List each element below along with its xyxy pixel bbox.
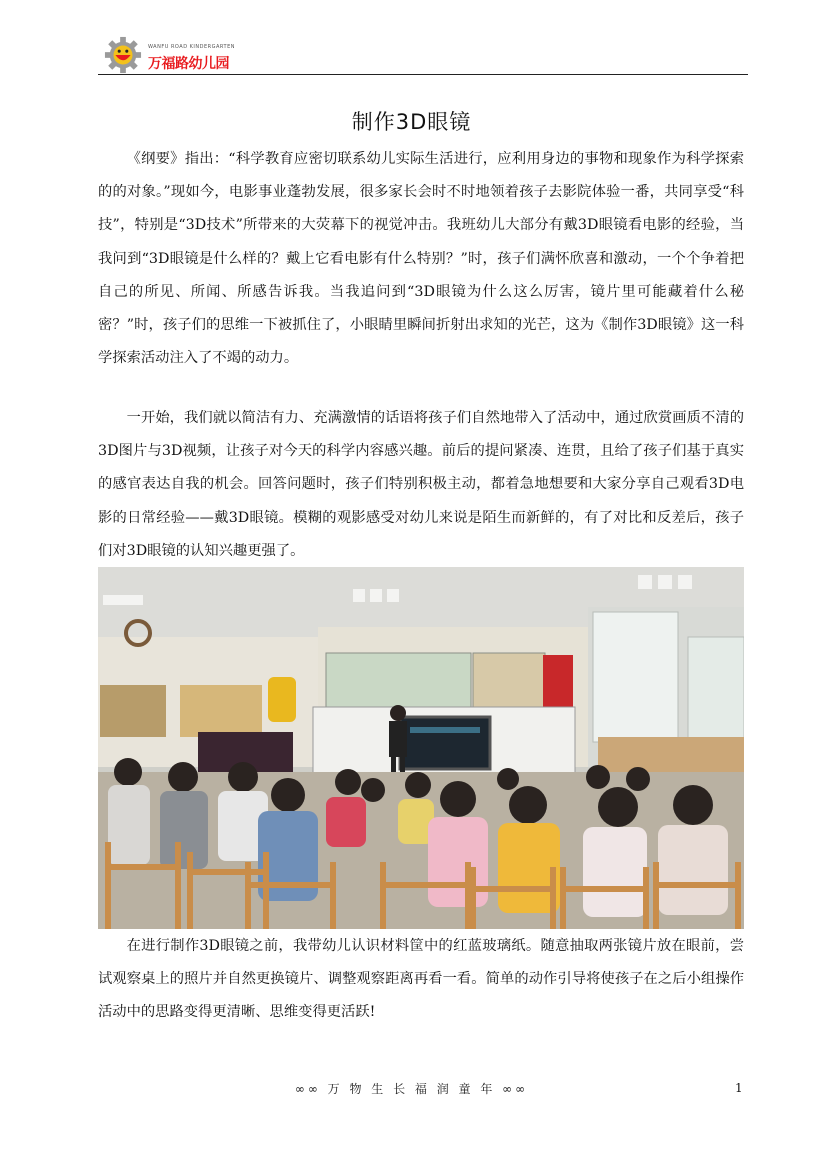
logo-english-text: WANFU ROAD KINDERGARTEN <box>148 44 235 50</box>
classroom-photo <box>98 567 744 929</box>
page-header <box>98 34 748 76</box>
paragraph-1: 《纲要》指出：“科学教育应密切联系幼儿实际生活进行，应利用身边的事物和现象作为科学探索的的对象。”现如今，电影事业蓬勃发展，很多家长会时不时地领着孩子去影院体验一番，共同享受“科技”，特别是“3D技术”所带来的大荧幕下的视觉冲击。我班幼儿大部分有戴3D眼镜看电影的经验，当我问到“3D眼镜是什么样的？戴上它看电影有什么特别？”时，孩子们满怀欣喜和激动，一个个争着把自己的所见、所闻、所感告诉我。当我追问到“3D眼镜为什么这么厉害，镜片里可能藏着什么秘密？”时，孩子们的思维一下被抓住了，小眼睛里瞬间折射出求知的光芒，这为《制作3D眼镜》这一科学探索活动注入了不竭的动力。 <box>98 151 744 367</box>
paragraph-3: 在进行制作3D眼镜之前，我带幼儿认识材料筐中的红蓝玻璃纸。随意抽取两张镜片放在眼前，尝试观察桌上的照片并自然更换镜片、调整观察距离再看一看。简单的动作引导将使孩子在之后小组操作活动中的思路变得更清晰、思维变得更活跃! <box>98 938 744 1021</box>
logo-chinese-text: 万福路幼儿园 <box>148 56 229 72</box>
paragraph-2: 一开始，我们就以简洁有力、充满激情的话语将孩子们自然地带入了活动中，通过欣赏画质不清的3D图片与3D视频，让孩子对今天的科学内容感兴趣。前后的提问紧凑、连贯，且给了孩子们基于真实的感官表达自我的机会。回答问题时，孩子们特别积极主动，都着急地想要和大家分享自己观看3D电影的日常经验——戴3D眼镜。模糊的观影感受对幼儿来说是陌生而新鲜的，有了对比和反差后，孩子们对3D眼镜的认知兴趣更强了。 <box>98 410 744 559</box>
footer-motto: ∞∞ 万 物 生 长 福 润 童 年 ∞∞ <box>294 1082 529 1096</box>
header-divider <box>98 74 748 75</box>
kindergarten-logo <box>104 36 254 76</box>
gear-logo-icon <box>104 36 142 74</box>
page-number: 1 <box>735 1081 743 1095</box>
document-title: 制作3D眼镜 <box>351 110 472 134</box>
classroom-photo-illustration <box>98 567 744 929</box>
